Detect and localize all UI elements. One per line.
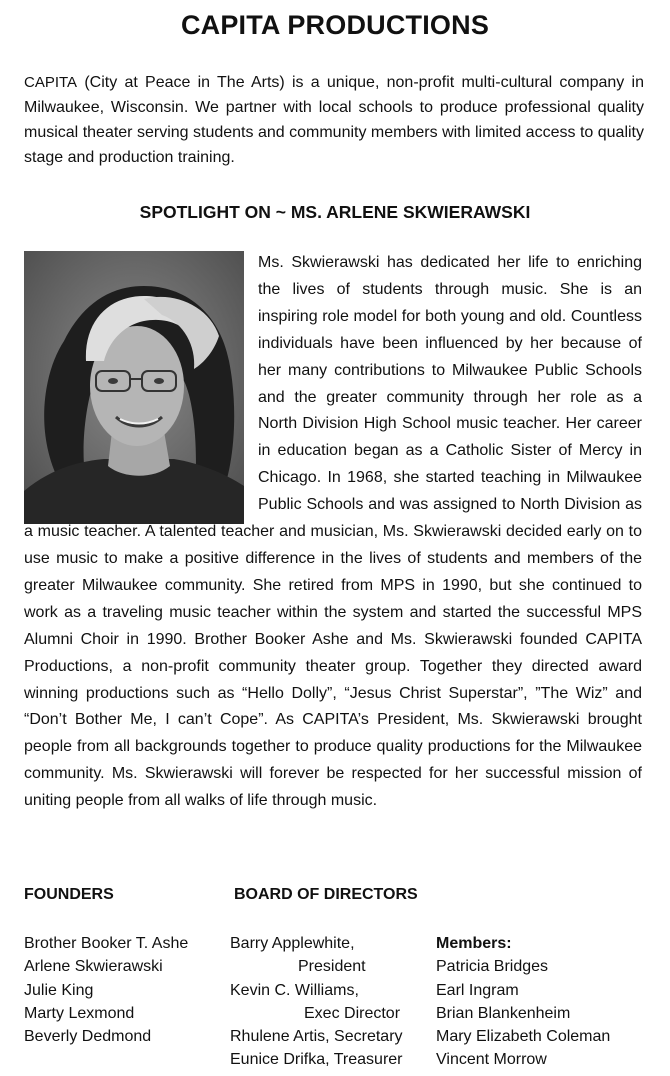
board-role: Exec Director: [304, 1004, 401, 1022]
spotlight-article: [24, 250, 642, 815]
member-name: Patricia Bridges: [436, 958, 549, 976]
member-name: Vincent Morrow: [436, 1051, 547, 1069]
founder-name: Brother Booker T. Ashe: [24, 935, 189, 952]
founder-name: Arlene Skwierawski: [24, 958, 163, 976]
board-role: President: [298, 958, 366, 976]
board-member: Eunice Drifka, Treasurer: [230, 1051, 403, 1069]
founders-list: [24, 932, 188, 1048]
board-list: [230, 932, 403, 1072]
member-name: Earl Ingram: [436, 981, 519, 999]
page-title: CAPITA PRODUCTIONS: [180, 10, 490, 40]
intro-acronym: CAPITA: [24, 74, 78, 91]
members-heading: Members:: [436, 935, 512, 952]
founders-heading: FOUNDERS: [24, 886, 114, 903]
board-heading: BOARD OF DIRECTORS: [234, 886, 418, 903]
board-member: Rhulene Artis, Secretary: [230, 1028, 403, 1046]
member-name: Brian Blankenheim: [436, 1004, 571, 1022]
article-text: Ms. Skwierawski has dedicated her life to enriching the lives of students through music. She is an inspiring role model for both young and old. Countless individuals have been influenced by her because of her many contributions to Milwaukee Public Schools and the greater community through her role as a North Division High School music teacher. Her career in education began as a Catholic Sister of Mercy in Chicago. In 1968, she started teaching in Milwaukee Public Schools and was assigned to North Division as a music teacher. A talented teacher and musician, Ms. Skwierawski decided early on to use music to make a positive difference in the lives of students and members of the greater Milwaukee community. She retired from MPS in 1990, but she continued to work as a traveling music teacher within the system and started the successful MPS Alumni Choir in 1990. Brother Booker Ashe and Ms. Skwierawski founded CAPITA Productions, a non-profit community theater group. Together they directed award winning productions such as “Hello Dolly”, “Jesus Christ Superstar”, ”The Wiz” and “Don’t Bother Me, I can’t Cope”. As CAPITA’s President, Ms. Skwierawski brought people from all backgrounds together to produce quality productions for the Milwaukee community. Ms. Skwierawski will forever be respected for her successful mission of uniting people from all walks of life through music.: [24, 254, 642, 810]
members-list: [436, 932, 610, 1072]
board-member: Kevin C. Williams,: [230, 981, 359, 999]
founder-name: Beverly Dedmond: [24, 1028, 152, 1046]
board-member: Barry Applewhite,: [230, 935, 355, 952]
intro-text: (City at Peace in The Arts) is a unique, non-profit multi-cultural company in Milwaukee, Wisconsin. We partner with local schools to produce professional quality musical theater serving students and community members with limited access to quality stage and production training.: [24, 74, 644, 166]
founder-name: Marty Lexmond: [24, 1004, 135, 1022]
member-name: Mary Elizabeth Coleman: [436, 1028, 611, 1046]
founder-name: Julie King: [24, 981, 94, 999]
intro-paragraph: [24, 70, 644, 170]
photo-spacer: [24, 250, 258, 518]
spotlight-heading: SPOTLIGHT ON ~ MS. ARLENE SKWIERAWSKI: [139, 202, 531, 222]
